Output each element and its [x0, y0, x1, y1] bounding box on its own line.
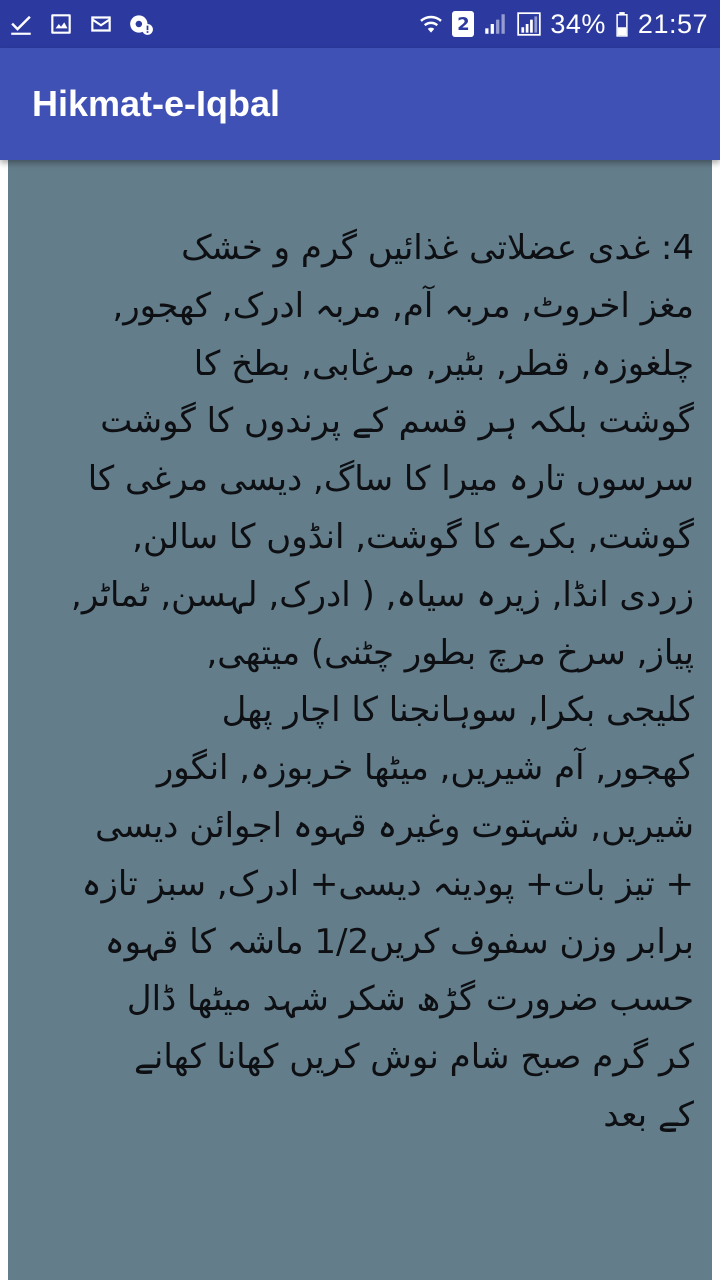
battery-icon: [614, 11, 630, 37]
clock: 21:57: [637, 8, 708, 39]
text-line: گوشت بلکہ ہر قسم کے پرندوں کا گوشت: [100, 401, 694, 442]
text-line: چلغوزہ, قطر, بٹیر, مرغابی, بطخ کا: [193, 343, 694, 384]
status-bar: [0, 0, 720, 48]
content-area[interactable]: [0, 160, 720, 1280]
image-icon: [48, 11, 74, 37]
text-line: کلیجی بکرا, سوہانجنا کا اچار پھل: [221, 690, 694, 731]
sim-2-icon: 2: [452, 11, 474, 37]
text-line: کر گرم صبح شام نوش کریں کھانا کھانے: [133, 1037, 694, 1078]
article-image: [8, 160, 712, 1280]
signal-icon: [516, 11, 542, 37]
text-line: کے بعد: [603, 1094, 694, 1135]
battery-percent: 34%: [550, 8, 606, 39]
text-line: + تیز بات+ پودینہ دیسی+ ادرک, سبز تازہ: [81, 863, 694, 904]
signal-icon: [482, 11, 508, 37]
text-line: سرسوں تارہ میرا کا ساگ, دیسی مرغی کا: [87, 459, 694, 500]
text-line: مغز اخروٹ, مربہ آم, مربہ ادرک, کھجور,: [112, 285, 694, 326]
notification-icons: [8, 11, 154, 37]
app-bar: [0, 48, 720, 160]
text-line: زردی انڈا, زیرہ سیاہ, ( ادرک, لہسن, ٹماٹر,: [71, 574, 694, 615]
text-line: گوشت, بکرے کا گوشت, انڈوں کا سالن,: [132, 516, 694, 557]
text-line: 4: غدی عضلاتی غذائیں گرم و خشک: [181, 228, 694, 268]
settings-alert-icon: [128, 11, 154, 37]
article-text: [34, 220, 694, 1145]
system-icons: [418, 9, 708, 40]
text-line: حسب ضرورت گڑھ شکر شہد میٹھا ڈال: [126, 979, 694, 1020]
text-line: برابر وزن سفوف کریں1/2 ماشہ کا قہوہ: [104, 921, 694, 962]
text-line: شیریں, شہتوت وغیرہ قہوہ اجوائن دیسی: [95, 805, 694, 846]
app-title: Hikmat-e-Iqbal: [32, 83, 281, 124]
mail-icon: [88, 11, 114, 37]
wifi-icon: [418, 11, 444, 37]
text-line: کھجور, آم شیریں, میٹھا خربوزہ, انگور: [156, 748, 694, 789]
check-icon: [8, 11, 34, 37]
text-line: پیاز, سرخ مرچ بطور چٹنی) میتھی,: [206, 632, 694, 673]
